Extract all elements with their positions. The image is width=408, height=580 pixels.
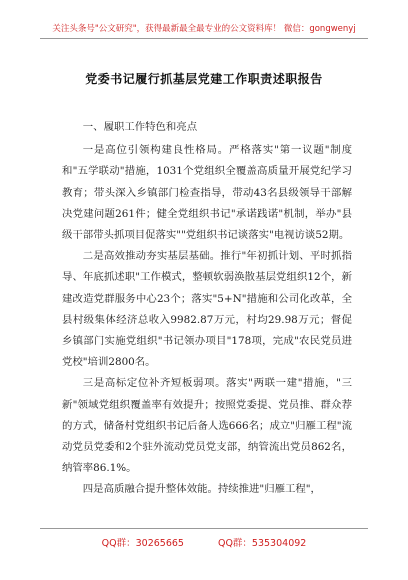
footer-contacts <box>0 535 408 549</box>
document-body <box>62 117 352 501</box>
header-promo-note: 关注头条号"公文研究"，获得最新最全最专业的公文资料库！ 微信：gongwenyj <box>52 24 356 34</box>
body-paragraph-4: 四是高质融合提升整体效能。持续推进"归雁工程"， <box>82 483 321 496</box>
section-heading: 一、履职工作特色和亮点 <box>82 121 198 133</box>
footer-divider <box>40 528 368 529</box>
document-title: 党委书记履行抓基层党建工作职责述职报告 <box>85 72 323 86</box>
footer-qq-group-1: QQ群：30265665 <box>101 538 184 549</box>
footer-qq-group-2: QQ群：535304092 <box>217 538 307 549</box>
body-paragraph-2: 二是高效推动夯实基层基础。推行"年初抓计划、平时抓指导、年底抓述职"工作模式，整顿软弱涣散基层党组织12个，新建改造党群服务中心23个；落实"5+N"措施和公司化改革，全县村级集体经济总收入9982.87万元，村均29.98万元；督促乡镇部门实施党组织"书记领办项目"178项，完成"农民党员进党校"培训2800名。 <box>62 250 352 369</box>
header-divider <box>40 38 368 39</box>
body-paragraph-3: 三是高标定位补齐短板弱项。落实"两联一建"措施，"三新"领域党组织覆盖率有效提升；按照党委提、党员推、群众荐的方式，储备村党组织书记后备人选666名；成立"归雁工程"流动党员党委和2个驻外流动党员党支部，纳管流出党员862名，纳管率86.1%。 <box>62 377 352 475</box>
body-paragraph-1: 一是高位引领构建良性格局。严格落实"第一议题"制度和"五学联动"措施，1031个党组织全覆盖高质量开展党纪学习教育；带头深入乡镇部门检查指导，带动43名县级领导干部解决党建问题261件；健全党组织书记"承诺践诺"机制，举办"县级干部带头抓项目促落实""党组织书记谈落实"电视访谈52期。 <box>62 144 352 242</box>
